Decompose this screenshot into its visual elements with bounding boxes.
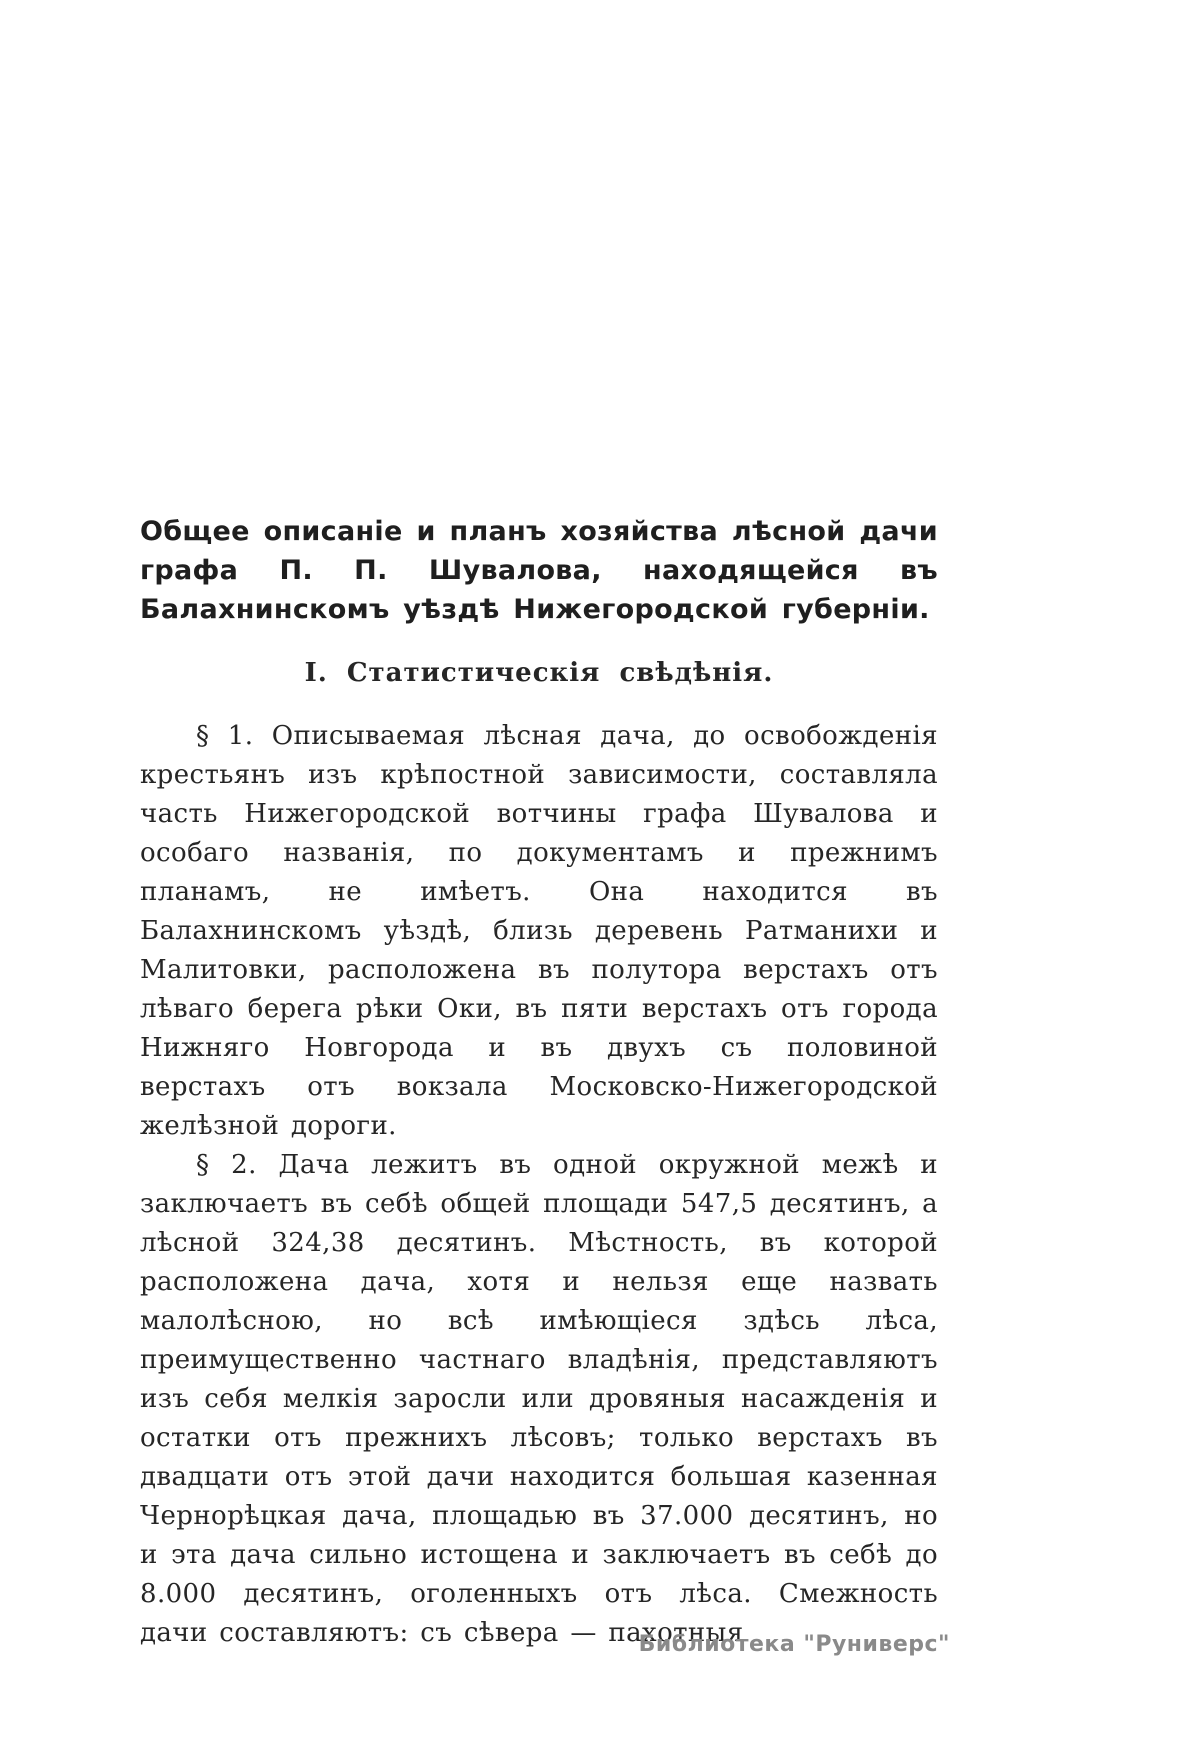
paragraph: § 2. Дача лежитъ въ одной окружной межѣ и заключаетъ въ себѣ общей площади 547,5 десятинъ, а лѣсной 324,38 десятинъ. Мѣстность, въ которой расположена дача, хотя и нельзя еще назвать малолѣсною, но всѣ имѣющіеся здѣсь лѣса, преимущественно частнаго владѣнія, представляютъ изъ себя мелкія заросли или дровяныя насажденія и остатки отъ прежнихъ лѣсовъ; только верстахъ въ двадцати отъ этой дачи находится большая казенная Чернорѣцкая дача, площадью въ 37.000 десятинъ, но и эта дача сильно истощена и заключаетъ въ себѣ до 8.000 десятинъ, оголенныхъ отъ лѣса. Смежность дачи составляютъ: съ сѣвера — пахотныя — [140, 1150, 938, 1648]
body-text — [140, 717, 938, 1653]
library-watermark: Библиотека "Руниверс" — [638, 1632, 950, 1657]
chapter-heading: Общее описаніе и планъ хозяйства лѣсной дачи графа П. П. Шувалова, находящейся въ Балахнинскомъ уѣздѣ Нижегородской губерніи. — [140, 516, 938, 625]
section-title: I. Статистическія свѣдѣнія. — [304, 658, 774, 688]
paragraph: § 1. Описываемая лѣсная дача, до освобожденія крестьянъ изъ крѣпостной зависимости, составляла часть Нижегородской вотчины графа Шувалова и особаго названія, по документамъ и прежнимъ планамъ, не имѣетъ. Она находится въ Балахнинскомъ уѣздѣ, близь деревень Ратманихи и Малитовки, расположена въ полутора верстахъ отъ лѣваго берега рѣки Оки, въ пяти верстахъ отъ города Нижняго Новгорода и въ двухъ съ половиной верстахъ отъ вокзала Московско-Нижегородской желѣзной дороги. — [140, 721, 938, 1141]
text-block — [140, 512, 938, 1653]
